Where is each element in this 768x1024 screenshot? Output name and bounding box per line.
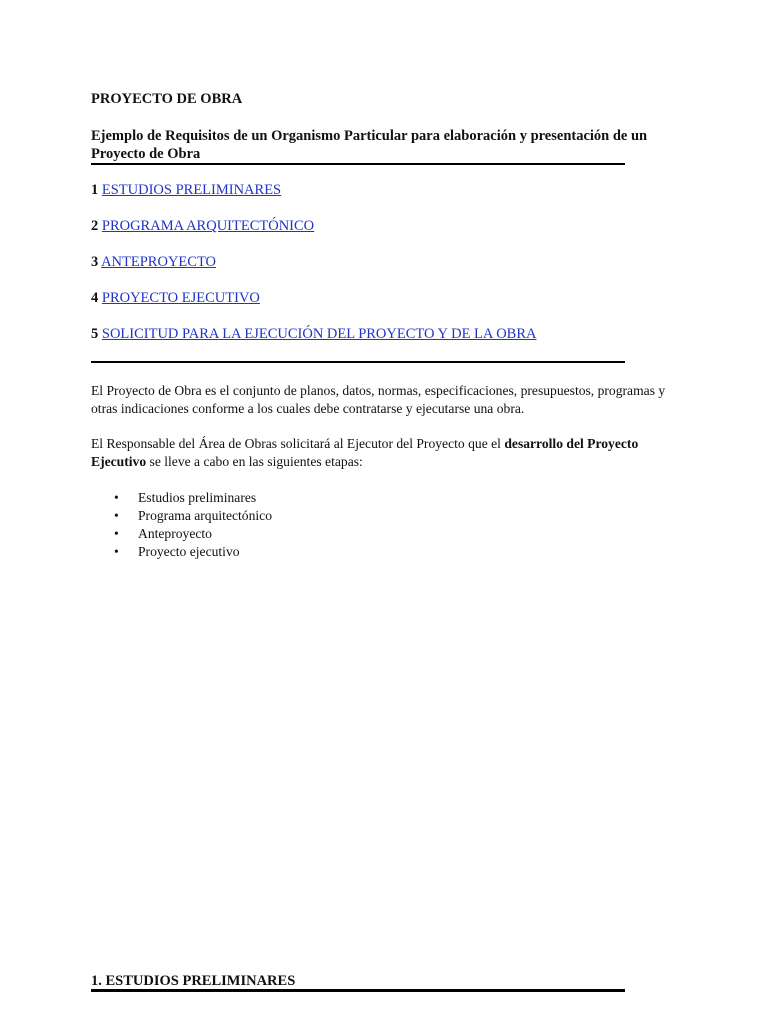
list-item-label: Anteproyecto	[138, 526, 212, 541]
list-item-label: Programa arquitectónico	[138, 508, 272, 523]
toc-item-5	[91, 326, 537, 343]
toc-number: 3	[91, 254, 99, 270]
toc-number: 4	[91, 290, 99, 306]
bullet-icon: •	[114, 490, 119, 505]
horizontal-rule-toc-end	[91, 361, 625, 363]
toc-number: 5	[91, 326, 99, 342]
bullet-icon: •	[114, 508, 119, 523]
toc-item-3	[91, 254, 216, 271]
toc-link-estudios-preliminares[interactable]: ESTUDIOS PRELIMINARES	[101, 182, 282, 198]
toc-item-1	[91, 182, 281, 199]
section-title-estudios-preliminares: 1. ESTUDIOS PRELIMINARES	[91, 973, 296, 989]
toc-number: 1	[91, 182, 99, 198]
toc-link-solicitud-ejecucion[interactable]: SOLICITUD PARA LA EJECUCIÓN DEL PROYECTO Y DE LA OBRA	[101, 326, 537, 342]
list-item	[91, 507, 272, 525]
toc-link-proyecto-ejecutivo[interactable]: PROYECTO EJECUTIVO	[101, 290, 260, 306]
list-item-label: Estudios preliminares	[138, 490, 257, 505]
toc-number: 2	[91, 218, 99, 234]
toc-item-4	[91, 290, 260, 307]
paragraph-definition: El Proyecto de Obra es el conjunto de planos, datos, normas, especificaciones, presupuestos, programas y otras indicaciones conforme a los cuales debe contratarse y ejecutarse una obra.	[91, 383, 666, 416]
list-item	[91, 489, 272, 507]
stages-list	[91, 489, 272, 561]
document-heading: PROYECTO DE OBRA	[91, 91, 243, 107]
toc-item-2	[91, 218, 314, 235]
paragraph-text: se lleve a cabo en las siguientes etapas:	[146, 454, 363, 469]
bullet-icon: •	[114, 544, 119, 559]
paragraph-text: El Responsable del Área de Obras solicitará al Ejecutor del Proyecto que el	[91, 436, 505, 451]
bullet-icon: •	[114, 526, 119, 541]
list-item	[91, 525, 272, 543]
paragraph-bold-text: desarrollo del Proyecto Ejecutivo	[91, 436, 639, 469]
paragraph-stages-intro	[91, 435, 669, 471]
toc-link-anteproyecto[interactable]: ANTEPROYECTO	[101, 254, 217, 270]
toc-link-programa-arquitectonico[interactable]: PROGRAMA ARQUITECTÓNICO	[101, 218, 315, 234]
horizontal-rule-section	[91, 989, 625, 992]
horizontal-rule-top	[91, 163, 625, 165]
list-item-label: Proyecto ejecutivo	[138, 544, 240, 559]
list-item	[91, 543, 272, 561]
document-subtitle: Ejemplo de Requisitos de un Organismo Particular para elaboración y presentación de un Proyecto de Obra	[91, 128, 648, 162]
